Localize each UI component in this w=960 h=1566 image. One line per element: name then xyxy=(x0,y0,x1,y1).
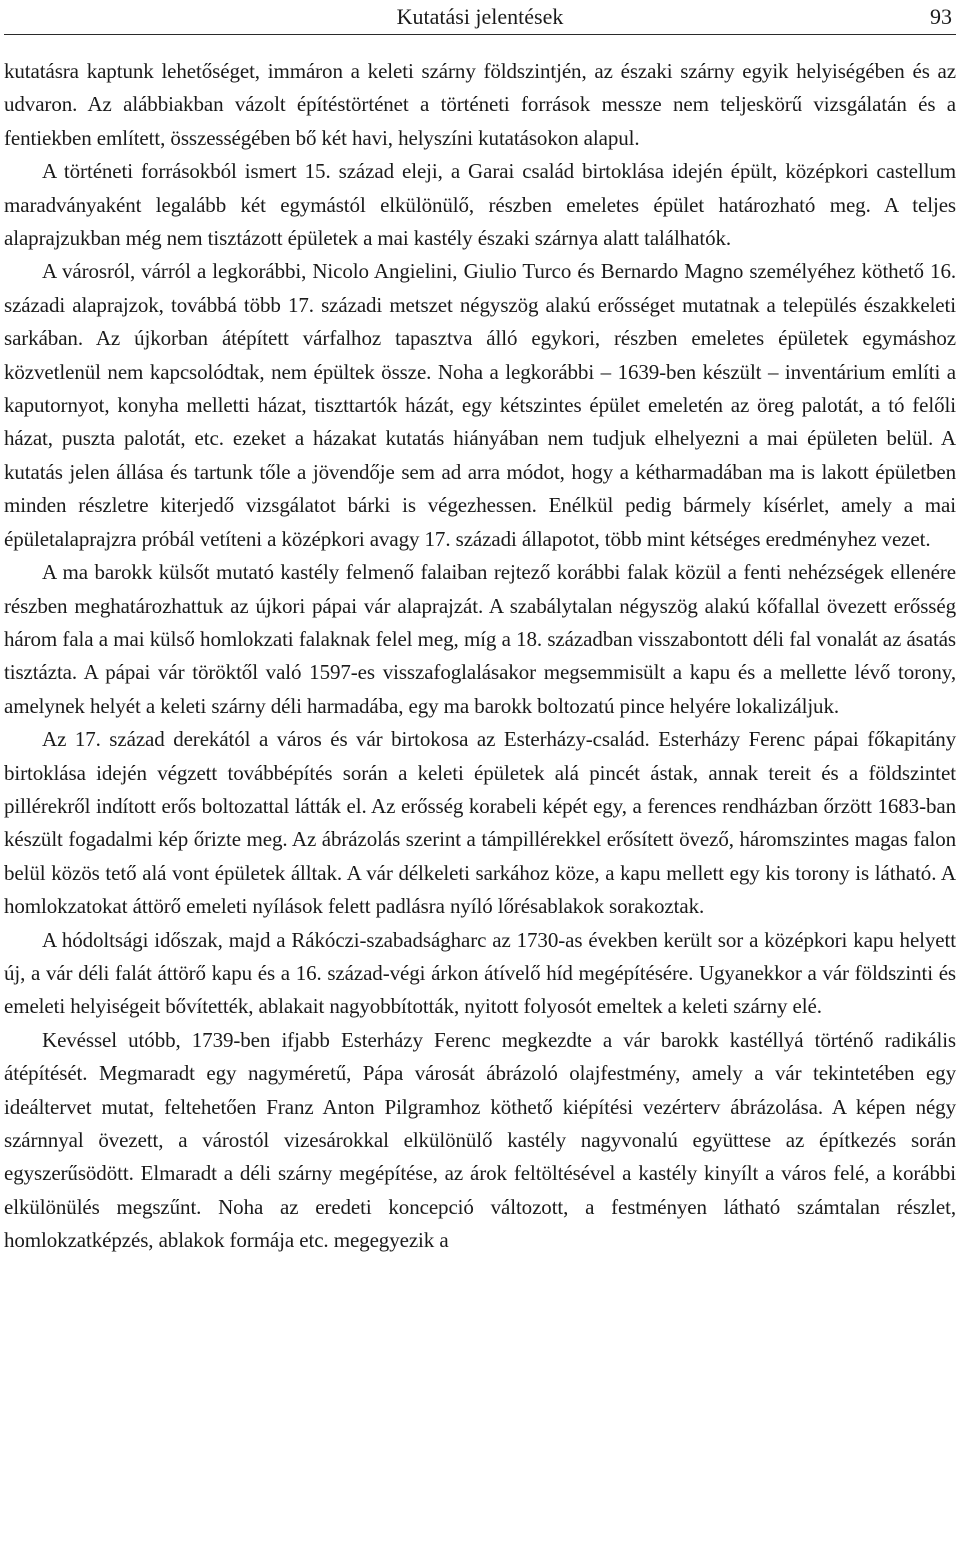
paragraph-rakoczi-period: A hódoltsági időszak, majd a Rákóczi-szabadságharc az 1730-as években került sor a középkori kapu helyett új, a vár déli falát áttörő kapu és a 16. század-végi árkon átívelő híd megépítésére. Ugyanekkor a vár földszinti és emeleti helyiségeit bővítették, ablakait nagyobbították, nyitott folyosót emeltek a keleti szárny elé. xyxy=(4,927,956,1019)
paragraph-early-plans: A városról, várról a legkorábbi, Nicolo Angielini, Giulio Turco és Bernardo Magno személyéhez köthető 16. századi alaprajzok, továbbá több 17. századi metszet négyszög alakú erősséget mutatnak a település északkeleti sarkában. Az újkorban átépített várfalhoz tapasztva álló egykori, részben emeletes épületek egymáshoz közvetlenül nem kapcsolódtak, nem épültek össze. Noha a legkorábbi – 1639-ben készült – inventárium említi a kaputornyot, konyha melletti házat, tiszttartók házát, egy kétszintes épület emeletén az öreg palotát, a tó felőli házat, puszta palotát, etc. ezeket a házakat kutatás hiányában nem tudjuk elhelyezni a mai épületen belül. A kutatás jelen állása és tartunk tőle a jövendője sem ad arra módot, hogy a kétharmadában ma is lakott épületben minden részletre kiterjedő vizsgálatot bárki is végezhessen. Enélkül pedig bármely kísérlet, amely a mai épületalaprajzra próbál vetíteni a középkori avagy 17. századi állapotot, több mint kétséges eredményhez vezet. xyxy=(4,259,956,551)
paragraph-esterhazy-family: Az 17. század derekától a város és vár birtokosa az Esterházy-család. Esterházy Ferenc pápai főkapitány birtoklása idején végzett továbbépítés során a keleti épületek alá pincét ástak, annak tereit és a földszintet pillérekről indított erős boltozattal látták el. Az erősség korabeli képét egy, a ferences rendházban őrzött 1683-ban készült fogadalmi kép őrizte meg. Az ábrázolás szerint a támpillérekkel erősített övező, háromszintes magas falon belül közös tető alá vont épületek álltak. A vár délkeleti sarkához köze, a kapu mellett egy kis torony is látható. A homlokzatokat áttörő emeleti nyílások felett padlásra nyíló lőrésablakok sorakoztak. xyxy=(4,727,956,919)
running-header xyxy=(4,0,956,35)
paragraph-continuation: kutatásra kaptunk lehetőséget, immáron a keleti szárny földszintjén, az északi szárny egyik helyiségében és az udvaron. Az alábbiakban vázolt építéstörténet a történeti források messze nem teljeskörű vizsgálatán és a fentiekben említett, összességében bő két havi, helyszíni kutatásokon alapul. xyxy=(4,59,956,150)
paragraph-baroque-rebuild: Kevéssel utóbb, 1739-ben ifjabb Esterházy Ferenc megkezdte a vár barokk kastéllyá történő radikális átépítését. Megmaradt egy nagyméretű, Pápa városát ábrázoló olajfestmény, amely a vár tekintetében egy ideáltervet mutat, feltehetően Franz Anton Pilgramhoz köthető kiépítési vezérterv ábrázolása. A képen négy szárnnyal övezett, a várostól vizesárokkal elkülönülő kastély nagyvonalú együttese az építkezés során egyszerűsödött. Elmaradt a déli szárny megépítése, az árok feltöltésével a kastély kinyílt a város felé, a korábbi elkülönülés megszűnt. Noha az eredeti koncepció változott, a festményen látható számtalan részlet, homlokzatképzés, ablakok formája etc. megegyezik a xyxy=(4,1027,956,1253)
paragraph-garai-castellum: A történeti forrásokból ismert 15. század eleji, a Garai család birtoklása idején épült, középkori castellum maradványaként legalább két egymástól elkülönülő, részben emeletes épület határozható meg. A teljes alaprajzukban még nem tisztázott épületek a mai kastély északi szárnya alatt találhatók. xyxy=(4,159,956,251)
body-text xyxy=(4,55,956,1258)
paragraph-baroque-walls: A ma barokk külsőt mutató kastély felmenő falaiban rejtező korábbi falak közül a fenti nehézségek ellenére részben meghatározhattuk az újkori pápai vár alaprajzát. A szabálytalan négyszög alakú kőfallal övezett erősség három fala a mai külső homlokzati falaknak felel meg, míg a 18. században visszabontott déli fal vonalát az ásatás tisztázta. A pápai vár töröktől való 1597-es visszafoglalásakor megsemmisült a kapu és a mellette lévő torony, amelynek helyét a keleti szárny déli harmadába, egy ma barokk boltozatú pince helyére lokalizáljuk. xyxy=(4,560,956,718)
running-title: Kutatási jelentések xyxy=(396,4,564,29)
page-number: 93 xyxy=(930,4,952,29)
